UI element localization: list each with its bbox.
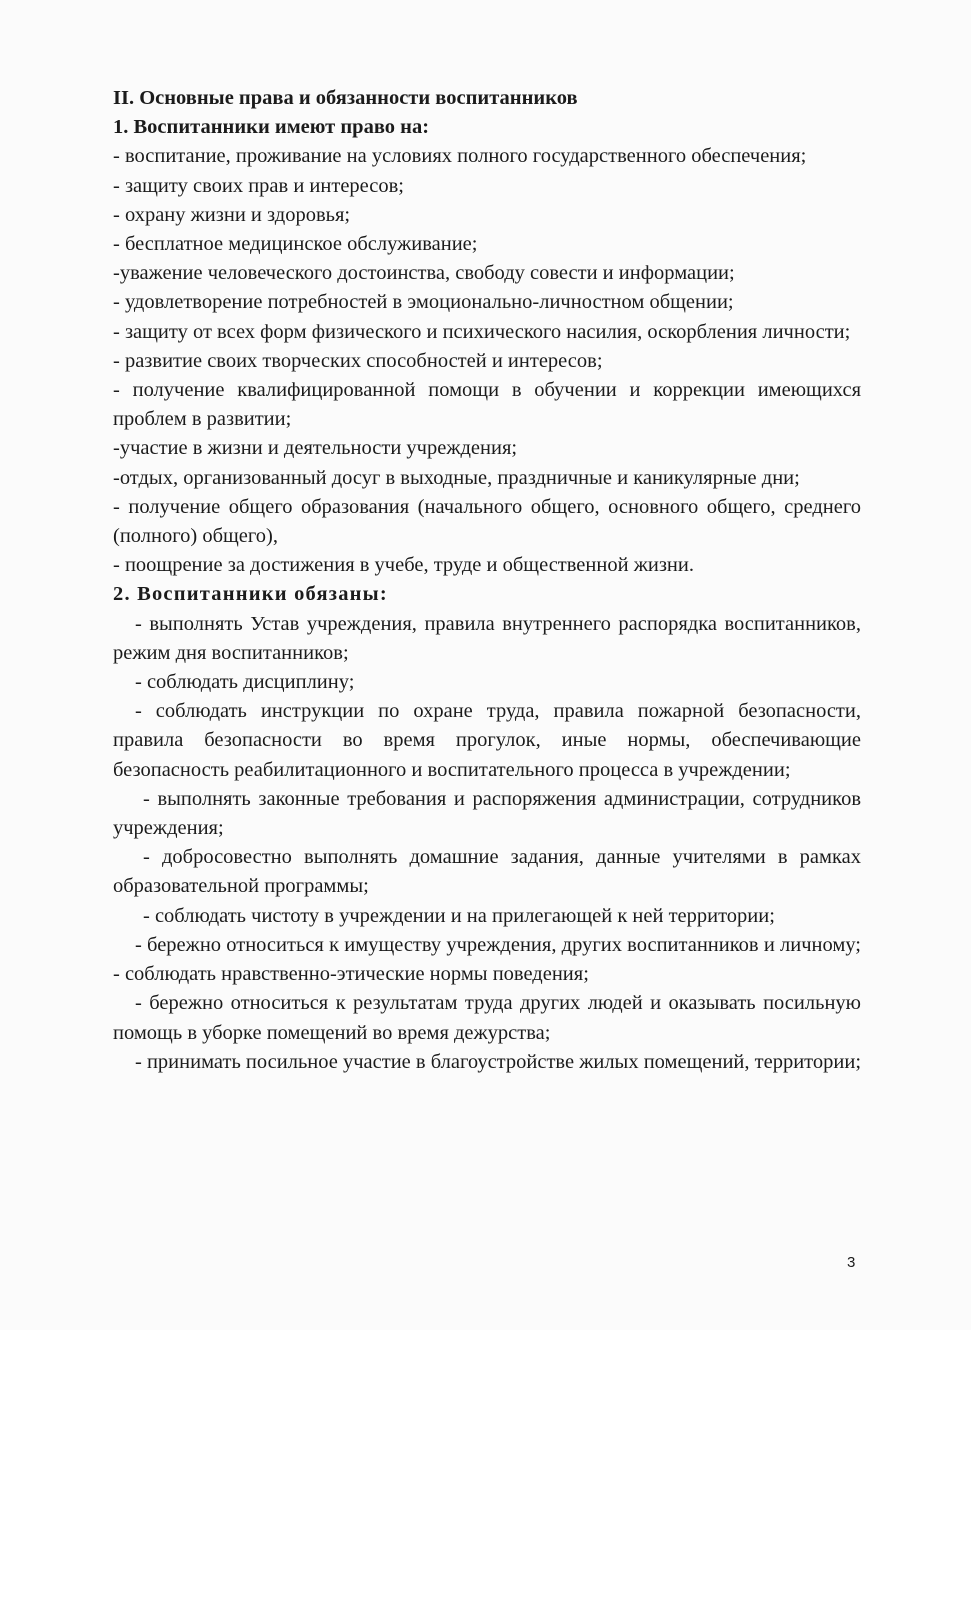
rights-item: - бесплатное медицинское обслуживание; [113, 233, 478, 256]
duties-item: - соблюдать чистоту в учреждении и на прилегающей к ней территории; [143, 904, 775, 927]
duties-heading: 2. Воспитанники обязаны: [113, 583, 388, 606]
duties-item: - соблюдать инструкции по охране труда, правила пожарной безопасности, правила безопасности во время прогулок, иные нормы, обеспечивающие безопасность реабилитационного и воспитательного процесса в учреждении; [113, 700, 861, 781]
rights-item: - удовлетворение потребностей в эмоционально-личностном общении; [113, 291, 734, 314]
rights-item: - получение квалифицированной помощи в обучении и коррекции имеющихся проблем в развитии; [113, 379, 861, 431]
duties-item: - добросовестно выполнять домашние задания, данные учителями в рамках образовательной программы; [113, 846, 861, 898]
duties-item: - бережно относиться к имуществу учреждения, других воспитанников и личному; - соблюдать нравственно-этические нормы поведения; [113, 933, 861, 986]
duties-item: - выполнять законные требования и распоряжения администрации, сотрудников учреждения; [113, 787, 861, 840]
rights-item: - охрану жизни и здоровья; [113, 203, 351, 226]
duties-item: - соблюдать дисциплину; [135, 671, 355, 694]
document-body [113, 84, 861, 1077]
duties-item: - бережно относиться к результатам труда других людей и оказывать посильную помощь в уборке помещений во время дежурства; [113, 992, 861, 1044]
rights-item: -отдых, организованный досуг в выходные, праздничные и каникулярные дни; [113, 466, 800, 489]
rights-heading: 1. Воспитанники имеют право на: [113, 116, 430, 139]
rights-item: - поощрение за достижения в учебе, труде и общественной жизни. [113, 554, 694, 577]
rights-item: -участие в жизни и деятельности учреждения; [113, 437, 518, 460]
rights-item: -уважение человеческого достоинства, свободу совести и информации; [113, 262, 735, 285]
section-title: II. Основные права и обязанности воспитанников [113, 87, 578, 109]
page-number: 3 [847, 1254, 856, 1271]
rights-item: - защиту от всех форм физического и психического насилия, оскорбления личности; [113, 320, 851, 343]
rights-item: - защиту своих прав и интересов; [113, 174, 405, 197]
rights-item: - развитие своих творческих способностей и интересов; [113, 349, 603, 372]
rights-item: - воспитание, проживание на условиях полного государственного обеспечения; [113, 145, 807, 168]
rights-item: - получение общего образования (начального общего, основного общего, среднего (полного) общего), [113, 495, 861, 548]
duties-item: - принимать посильное участие в благоустройстве жилых помещений, территории; [135, 1050, 862, 1073]
duties-item: - выполнять Устав учреждения, правила внутреннего распорядка воспитанников, режим дня воспитанников; [113, 612, 861, 664]
